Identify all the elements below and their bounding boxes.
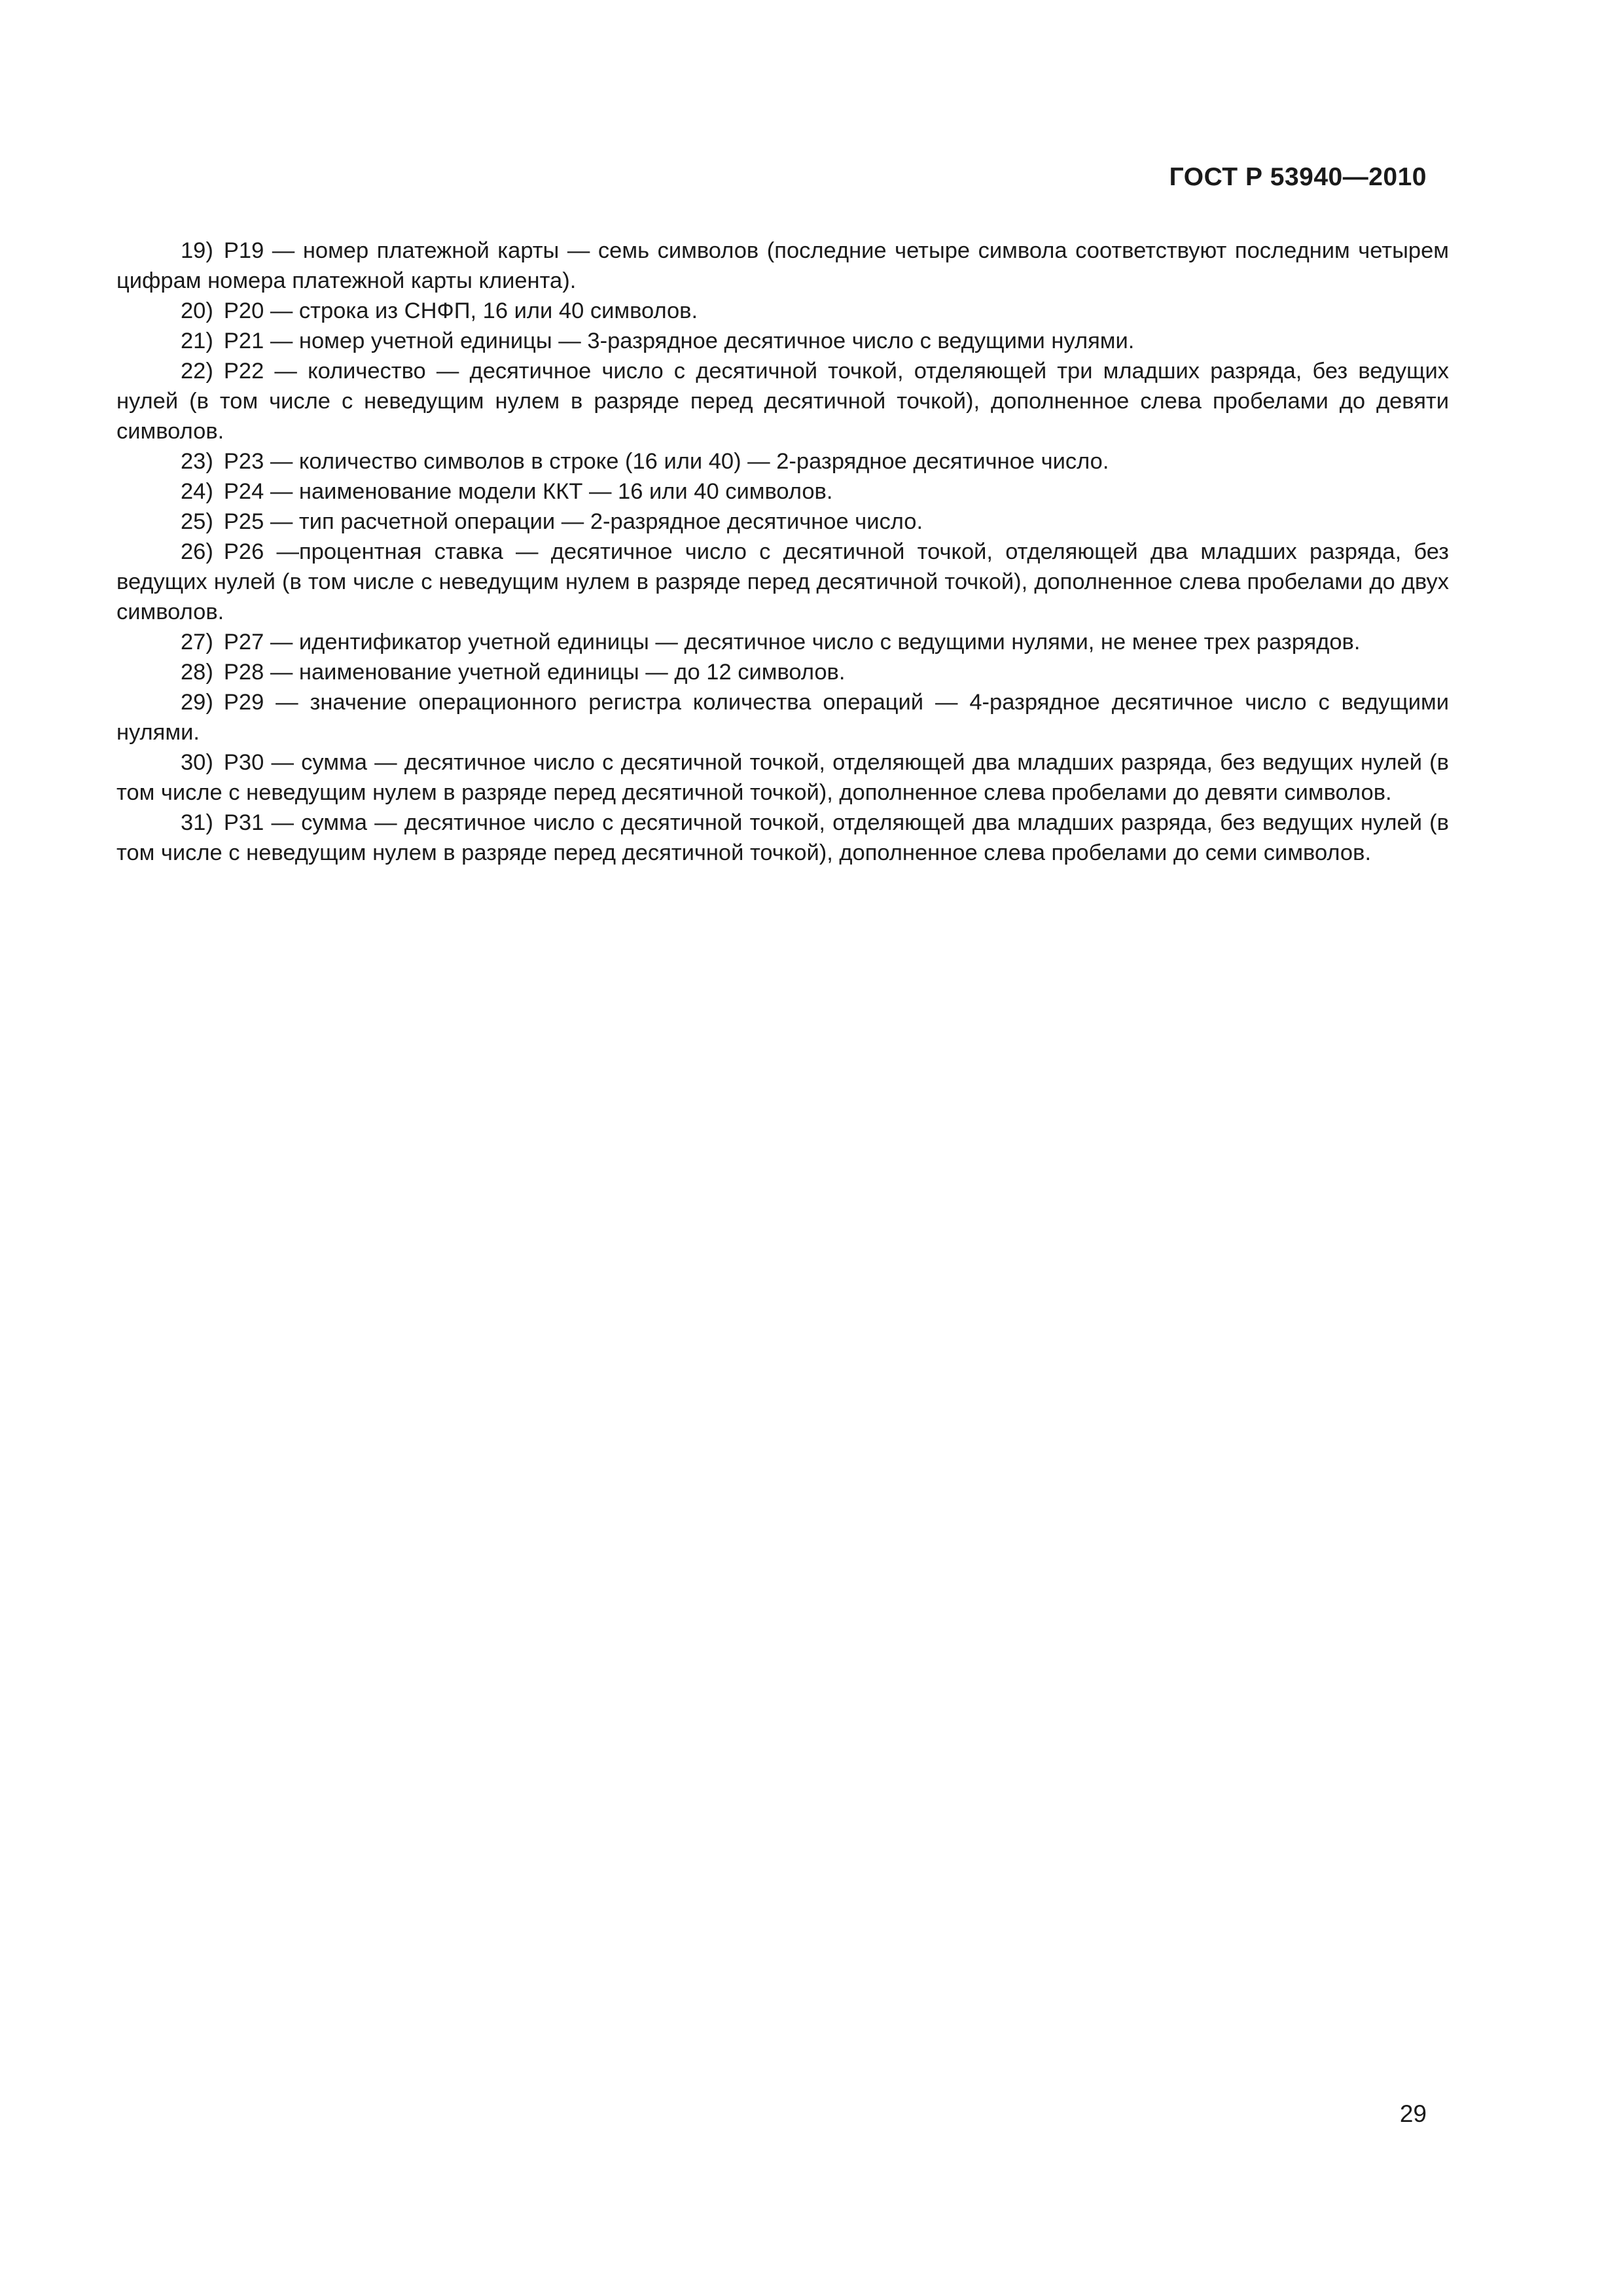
item-number: 25) xyxy=(181,509,213,534)
list-item xyxy=(116,296,1449,326)
list-item xyxy=(116,687,1449,747)
item-number: 26) xyxy=(181,539,213,564)
list-item xyxy=(116,236,1449,296)
list-item xyxy=(116,657,1449,687)
list-item xyxy=(116,356,1449,446)
list-item xyxy=(116,627,1449,657)
item-text: Р25 — тип расчетной операции — 2-разрядное десятичное число. xyxy=(223,509,923,534)
item-text: Р30 — сумма — десятичное число с десятичной точкой, отделяющей два младших разряда, без ведущих нулей (в том числе с неведущим нулем в разряде перед десятичной точкой), дополненное слева пробелами до девяти символов. xyxy=(116,750,1449,805)
item-text: Р20 — строка из СНФП, 16 или 40 символов. xyxy=(223,298,698,323)
item-number: 29) xyxy=(181,690,213,715)
list-item xyxy=(116,537,1449,627)
item-text: Р26 —процентная ставка — десятичное число с десятичной точкой, отделяющей два младших разряда, без ведущих нулей (в том числе с неведущим нулем в разряде перед десятичной точкой), дополненное слева пробелами до двух символов. xyxy=(116,539,1449,624)
item-text: Р31 — сумма — десятичное число с десятичной точкой, отделяющей два младших разряда, без ведущих нулей (в том числе с неведущим нулем в разряде перед десятичной точкой), дополненное слева пробелами до семи символов. xyxy=(116,810,1449,865)
item-text: Р23 — количество символов в строке (16 или 40) — 2-разрядное десятичное число. xyxy=(223,449,1109,474)
list-item xyxy=(116,446,1449,476)
item-text: Р28 — наименование учетной единицы — до 12 символов. xyxy=(223,660,846,685)
item-number: 31) xyxy=(181,810,213,835)
list-item xyxy=(116,808,1449,868)
list-item xyxy=(116,507,1449,537)
page-number: 29 xyxy=(1399,2100,1427,2127)
standard-designation: ГОСТ Р 53940—2010 xyxy=(1169,163,1427,191)
list-item xyxy=(116,476,1449,507)
item-number: 23) xyxy=(181,449,213,474)
item-number: 30) xyxy=(181,750,213,775)
item-text: Р29 — значение операционного регистра количества операций — 4-разрядное десятичное число с ведущими нулями. xyxy=(116,690,1449,745)
item-number: 27) xyxy=(181,630,213,655)
item-number: 20) xyxy=(181,298,213,323)
item-number: 24) xyxy=(181,479,213,504)
item-number: 21) xyxy=(181,329,213,353)
item-text: Р19 — номер платежной карты — семь символов (последние четыре символа соответствуют последним четырем цифрам номера платежной карты клиента). xyxy=(116,238,1449,293)
document-header xyxy=(1169,161,1427,194)
item-number: 22) xyxy=(181,359,213,384)
list-item xyxy=(116,747,1449,808)
item-text: Р22 — количество — десятичное число с десятичной точкой, отделяющей три младших разряда, без ведущих нулей (в том числе с неведущим нулем в разряде перед десятичной точкой), дополненное слева пробелами до девяти символов. xyxy=(116,359,1449,444)
document-body xyxy=(116,236,1449,868)
item-text: Р21 — номер учетной единицы — 3-разрядное десятичное число с ведущими нулями. xyxy=(223,329,1135,353)
item-text: Р27 — идентификатор учетной единицы — десятичное число с ведущими нулями, не менее трех разрядов. xyxy=(223,630,1361,655)
item-number: 28) xyxy=(181,660,213,685)
item-number: 19) xyxy=(181,238,213,263)
list-item xyxy=(116,326,1449,356)
item-text: Р24 — наименование модели ККТ — 16 или 40 символов. xyxy=(223,479,833,504)
